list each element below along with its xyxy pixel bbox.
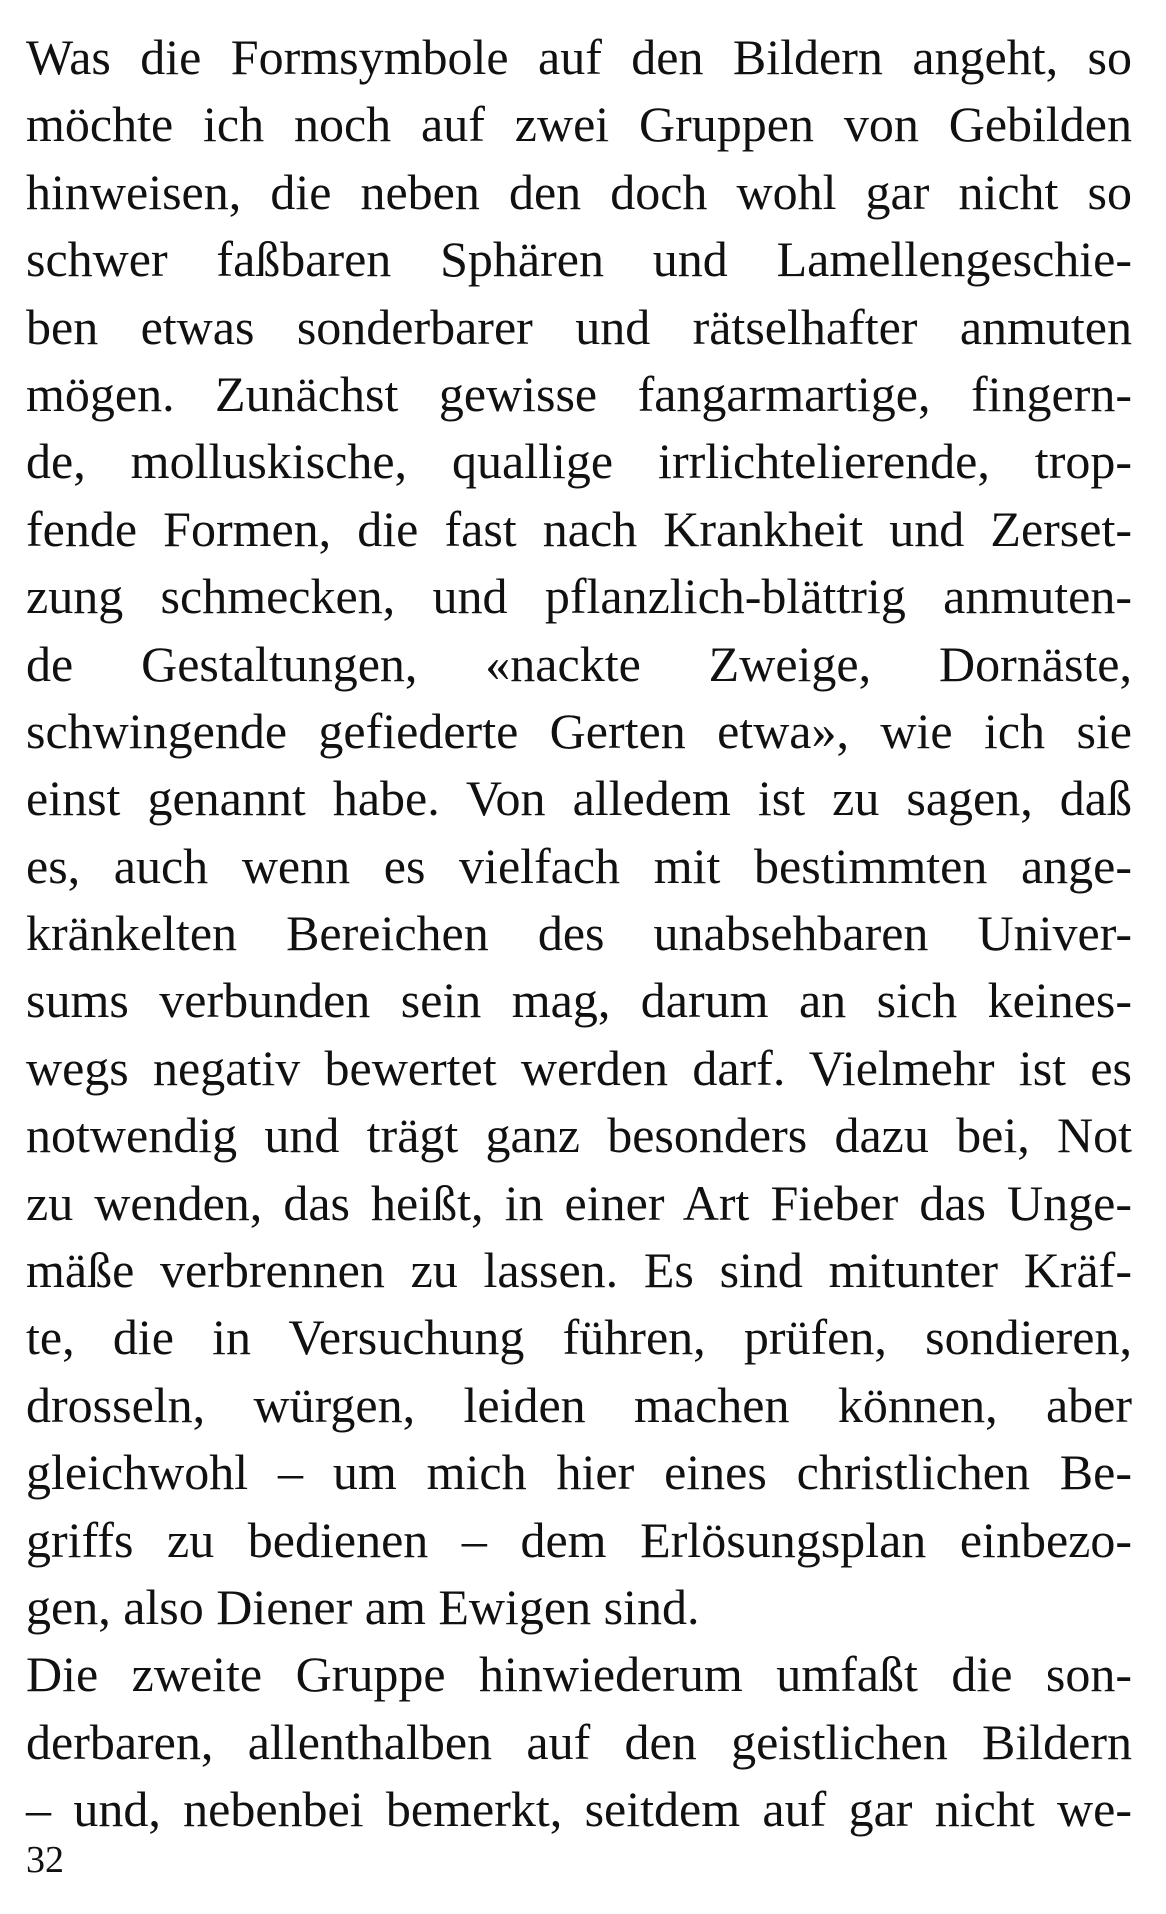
text-line: wegs negativ bewertet werden darf. Vielmehr ist es — [26, 1039, 1132, 1096]
text-line: drosseln, würgen, leiden machen können, aber — [26, 1376, 1132, 1433]
text-line: einst genannt habe. Von alledem ist zu sagen, daß — [26, 770, 1132, 827]
text-line: kränkelten Bereichen des unabsehbaren Univer- — [26, 905, 1132, 962]
text-line: sums verbunden sein mag, darum an sich keines- — [26, 972, 1132, 1029]
page-number: 32 — [26, 1839, 64, 1881]
body-text — [26, 24, 1132, 1844]
text-line: möchte ich noch auf zwei Gruppen von Gebilden — [26, 96, 1132, 153]
text-line: notwendig und trägt ganz besonders dazu bei, Not — [26, 1107, 1132, 1164]
text-line: Was die Formsymbole auf den Bildern angeht, so — [26, 29, 1132, 85]
text-line: de, molluskische, quallige irrlichtelierende, trop- — [26, 433, 1132, 490]
text-line: ben etwas sonderbarer und rätselhafter anmuten — [26, 298, 1132, 355]
text-line: zung schmecken, und pflanzlich-blättrig anmuten- — [26, 568, 1132, 625]
text-line: es, auch wenn es vielfach mit bestimmten ange- — [26, 837, 1132, 894]
text-line: mögen. Zunächst gewisse fangarmartige, fingern- — [26, 365, 1132, 422]
text-line: schwingende gefiederte Gerten etwa», wie ich sie — [26, 702, 1132, 759]
text-line: gleichwohl – um mich hier eines christlichen Be- — [26, 1444, 1132, 1501]
text-line: zu wenden, das heißt, in einer Art Fieber das Unge- — [26, 1174, 1132, 1231]
text-line: te, die in Versuchung führen, prüfen, sondieren, — [26, 1309, 1132, 1366]
text-line: hinweisen, die neben den doch wohl gar nicht so — [26, 163, 1132, 220]
text-line: de Gestaltungen, «nackte Zweige, Dornäste, — [26, 635, 1132, 692]
text-line: schwer faßbaren Sphären und Lamellengeschie- — [26, 231, 1132, 288]
text-line: – und, nebenbei bemerkt, seitdem auf gar nicht we- — [26, 1781, 1132, 1838]
text-line: fende Formen, die fast nach Krankheit und Zerset- — [26, 500, 1132, 557]
paragraph-2 — [26, 1641, 1132, 1843]
text-line: mäße verbrennen zu lassen. Es sind mitunter Kräf- — [26, 1242, 1132, 1299]
text-line: griffs zu bedienen – dem Erlösungsplan einbezo- — [26, 1511, 1132, 1568]
paragraph-1 — [26, 24, 1132, 1641]
text-line: gen, also Diener am Ewigen sind. — [26, 1578, 700, 1635]
text-line: Die zweite Gruppe hinwiederum umfaßt die son- — [26, 1646, 1132, 1703]
text-line: derbaren, allenthalben auf den geistlichen Bildern — [26, 1713, 1132, 1770]
